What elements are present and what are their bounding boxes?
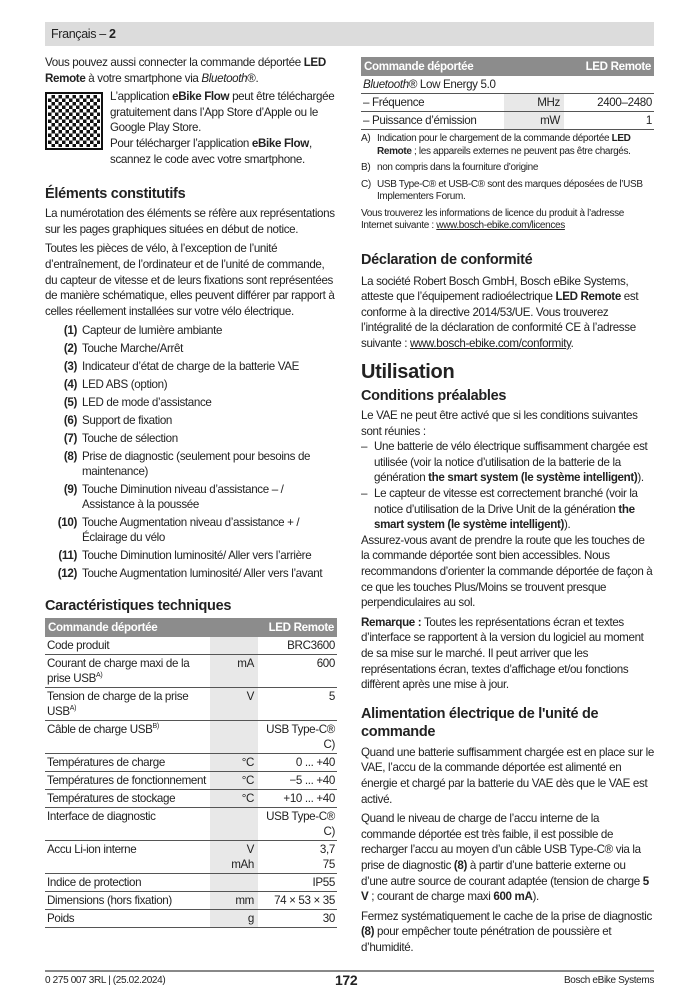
spec-label bbox=[45, 808, 210, 841]
table-header-cell: LED Remote bbox=[258, 618, 337, 637]
link[interactable]: www.bosch-ebike.com/conformity bbox=[410, 336, 571, 350]
component-item bbox=[45, 323, 337, 338]
footnote-key: C) bbox=[361, 178, 371, 190]
intro-text bbox=[45, 55, 337, 86]
table-row bbox=[45, 841, 337, 874]
text-run: ). bbox=[532, 890, 539, 904]
chapter-title: Utilisation bbox=[361, 361, 455, 384]
item-number: (1) bbox=[63, 324, 77, 338]
component-item bbox=[45, 548, 337, 563]
item-number: (3) bbox=[63, 360, 77, 374]
text-run: est conforme à la directive 2014/53/UE. Vous trouverez l’intégralité de la déclaration de conformité CE à l’adresse suivante : bbox=[361, 290, 639, 350]
text-run: ®. bbox=[247, 71, 259, 85]
text-run: LED Remote bbox=[377, 133, 631, 157]
paragraph: Quand une batterie suffisamment chargée est en place sur le VAE, l’accu de la commande déportée est alimenté en énergie et chargé par la batterie du VAE dès que le VAE est activé. bbox=[361, 745, 654, 806]
table-header-cell: LED Remote bbox=[564, 57, 654, 76]
spec-label bbox=[45, 637, 210, 655]
bluetooth-label: Bluetooth bbox=[363, 78, 409, 91]
paragraph: Le VAE ne peut être activé que si les conditions suivantes sont réunies : bbox=[361, 409, 638, 438]
footnotes bbox=[361, 133, 654, 204]
left-column bbox=[45, 55, 337, 928]
footnote-key: A) bbox=[361, 133, 371, 144]
spec-value: 30 bbox=[258, 910, 337, 928]
spec-unit: °C bbox=[210, 790, 258, 808]
text-run: Remarque : bbox=[361, 615, 422, 629]
spec-unit: °C bbox=[210, 772, 258, 790]
text-run: non compris dans la fourniture d’origine bbox=[377, 162, 539, 173]
item-label: Touche Diminution luminosité/ Aller vers l’arrière bbox=[82, 549, 312, 563]
item-label: Touche Augmentation niveau d’assistance + / Éclairage du vélo bbox=[82, 516, 300, 545]
footnote-text bbox=[377, 179, 654, 204]
footnote bbox=[361, 179, 654, 204]
footnote-text bbox=[377, 162, 538, 175]
item-label: Touche Diminution niveau d’assistance – / Assistance à la poussée bbox=[82, 483, 284, 512]
text-run: La société Robert Bosch GmbH, Bosch eBike Systems, atteste que l’équipement radioélectrique bbox=[361, 274, 629, 304]
label: Courant de charge maxi de la prise USB bbox=[47, 657, 190, 686]
item-label: Capteur de lumière ambiante bbox=[82, 324, 223, 338]
spec-label bbox=[45, 655, 210, 688]
text-run: 5 V bbox=[361, 874, 649, 904]
table-row bbox=[45, 892, 337, 910]
item-label: Prise de diagnostic (seulement pour besoins de maintenance) bbox=[82, 450, 311, 479]
text-run: (8) bbox=[453, 858, 468, 872]
note-paragraph bbox=[361, 615, 654, 693]
app-block bbox=[45, 89, 337, 171]
item-number: (9) bbox=[63, 483, 77, 497]
spec-unit: V bbox=[210, 688, 258, 721]
spec-unit: mm bbox=[210, 892, 258, 910]
text-run: , scannez le code avec votre smartphone. bbox=[110, 136, 312, 166]
item-number: (8) bbox=[63, 450, 77, 464]
component-item bbox=[45, 515, 337, 545]
table-row bbox=[45, 874, 337, 892]
text-run: Indication pour le chargement de la commande déportée bbox=[377, 133, 612, 144]
label: Tension de charge de la prise USB bbox=[47, 690, 189, 719]
bluetooth-version: ® Low Energy 5.0 bbox=[408, 78, 496, 91]
spec-unit: mA bbox=[210, 655, 258, 688]
item-number: (7) bbox=[63, 432, 77, 446]
table-header-cell: Commande déportée bbox=[45, 618, 258, 637]
list-item bbox=[361, 439, 654, 486]
text-run: LED Remote bbox=[45, 56, 326, 85]
footnote bbox=[361, 133, 654, 158]
table-row bbox=[45, 721, 337, 754]
spec-unit bbox=[210, 721, 258, 754]
label: Dimensions (hors fixation) bbox=[47, 894, 172, 908]
text-run: à votre smartphone via bbox=[85, 71, 202, 85]
text-run: (8) bbox=[361, 925, 375, 939]
text-run: ). bbox=[637, 471, 644, 485]
spec-unit bbox=[210, 808, 258, 841]
spec-value: 5 bbox=[258, 688, 337, 721]
table-row bbox=[45, 910, 337, 928]
component-item bbox=[45, 395, 337, 410]
document-number: 0 275 007 3RL | (25.02.2024) bbox=[45, 975, 166, 986]
page-number: 172 bbox=[335, 972, 358, 988]
spec-value: 74 × 53 × 35 bbox=[258, 892, 337, 910]
component-item bbox=[45, 413, 337, 428]
spec-unit: V mAh bbox=[210, 841, 258, 874]
table-row bbox=[45, 688, 337, 721]
header-page: 2 bbox=[108, 27, 116, 41]
right-column bbox=[361, 57, 654, 959]
spec-value: USB Type-C® C) bbox=[258, 721, 337, 754]
spec-value: 3,7 75 bbox=[258, 841, 337, 874]
item-number: (12) bbox=[57, 567, 77, 581]
label: Poids bbox=[47, 912, 75, 926]
component-item bbox=[45, 359, 337, 374]
text-run: Bluetooth bbox=[201, 71, 248, 85]
text-run: peut être téléchargée gratuitement dans l’App Store d’Apple ou le Google Play Store. bbox=[110, 90, 335, 135]
footnote-ref: A) bbox=[96, 672, 103, 680]
spec-label bbox=[45, 790, 210, 808]
page-header bbox=[45, 22, 654, 46]
component-item bbox=[45, 377, 337, 392]
text-run: Vous trouverez les informations de licence du produit à l’adresse Internet suivante : bbox=[361, 207, 624, 231]
component-item bbox=[45, 482, 337, 512]
text-run: USB Type-C® et USB-C® sont des marques déposées de l’USB Implementers Forum. bbox=[377, 178, 643, 202]
table-header-cell: Commande déportée bbox=[361, 57, 564, 76]
spec-label bbox=[45, 721, 210, 754]
text-run: ). bbox=[564, 518, 571, 532]
section-title: Éléments constitutifs bbox=[45, 186, 186, 203]
table-row bbox=[45, 655, 337, 688]
paragraph: La numérotation des éléments se réfère aux représentations sur les pages graphiques situées en début de notice. bbox=[45, 207, 335, 236]
link[interactable]: www.bosch-ebike.com/licences bbox=[436, 220, 565, 231]
list-text bbox=[374, 439, 654, 486]
spec-unit: g bbox=[210, 910, 258, 928]
paragraph bbox=[361, 811, 654, 905]
item-label: Support de fixation bbox=[82, 414, 173, 428]
label: Températures de fonctionnement bbox=[47, 774, 206, 788]
table-row bbox=[361, 94, 654, 112]
spec-label bbox=[45, 754, 210, 772]
item-label: Indicateur d’état de charge de la batterie VAE bbox=[82, 360, 299, 374]
spec-value: BRC3600 bbox=[258, 637, 337, 655]
spec-value: 0 ... +40 bbox=[258, 754, 337, 772]
spec-value: 2400–2480 bbox=[564, 94, 654, 112]
spec-value: −5 ... +40 bbox=[258, 772, 337, 790]
spec-value: 600 bbox=[258, 655, 337, 688]
qr-code-icon bbox=[45, 92, 103, 150]
item-number: (10) bbox=[57, 516, 77, 530]
section-title: Conditions préalables bbox=[361, 388, 507, 405]
spec-unit: °C bbox=[210, 754, 258, 772]
spec-label bbox=[45, 874, 210, 892]
footnote-ref: A) bbox=[69, 705, 77, 713]
text-run: ; courant de charge maxi bbox=[368, 890, 494, 904]
paragraph bbox=[361, 274, 654, 352]
spec-label: – Puissance d’émission bbox=[361, 112, 504, 130]
specs-table bbox=[45, 618, 337, 928]
table-row bbox=[45, 772, 337, 790]
spec-unit: MHz bbox=[504, 94, 564, 112]
paragraph: Assurez-vous avant de prendre la route que les touches de la commande déportée sont bien accessibles. Nous recommandons d’orienter la commande déportée de façon à ce que les touches Plus/Moins se trouvent presque perpendiculaires au sol. bbox=[361, 533, 653, 610]
text-run: Le capteur de vitesse est correctement branché (voir la notice d’utilisation de la Drive Unit de la génération bbox=[374, 487, 638, 516]
label: Températures de charge bbox=[47, 756, 165, 770]
item-label: Touche Augmentation luminosité/ Aller vers l’avant bbox=[82, 567, 323, 581]
component-item bbox=[45, 449, 337, 479]
list-text bbox=[374, 486, 654, 533]
label: Indice de protection bbox=[47, 876, 142, 890]
text-run: Fermez systématiquement le cache de la prise de diagnostic bbox=[361, 909, 652, 923]
text-run: à partir d’une batterie externe ou d’une autre source de courant adaptée (tension de charge bbox=[361, 858, 643, 888]
spec-label: – Fréquence bbox=[361, 94, 504, 112]
label: Câble de charge USB bbox=[47, 723, 153, 737]
dash: – bbox=[361, 487, 368, 501]
spec-label bbox=[45, 688, 210, 721]
text-run: the smart system (le système intelligent) bbox=[374, 502, 635, 532]
section-title: Alimentation électrique de l'unité de commande bbox=[361, 705, 599, 740]
footnote-text bbox=[377, 133, 654, 158]
table-row bbox=[45, 808, 337, 841]
text-run: Vous pouvez aussi connecter la commande déportée bbox=[45, 56, 304, 69]
label: Accu Li-ion interne bbox=[47, 843, 137, 857]
list-item bbox=[361, 486, 654, 533]
footnote-ref: B) bbox=[152, 723, 159, 731]
component-item bbox=[45, 431, 337, 446]
spec-value: IP55 bbox=[258, 874, 337, 892]
spec-label bbox=[45, 910, 210, 928]
label: Températures de stockage bbox=[47, 792, 176, 806]
radio-specs-table bbox=[361, 57, 654, 130]
table-row bbox=[361, 76, 654, 94]
components-list bbox=[45, 323, 337, 581]
spec-unit bbox=[210, 874, 258, 892]
table-row bbox=[361, 112, 654, 130]
item-number: (2) bbox=[63, 342, 77, 356]
text-run: eBike Flow bbox=[172, 90, 230, 104]
publisher: Bosch eBike Systems bbox=[563, 975, 654, 986]
text-run: 600 mA bbox=[493, 890, 533, 904]
spec-label bbox=[45, 841, 210, 874]
text-run: LED Remote bbox=[555, 290, 621, 304]
item-label: Touche Marche/Arrêt bbox=[82, 342, 183, 356]
spec-value: USB Type-C® C) bbox=[258, 808, 337, 841]
item-number: (5) bbox=[63, 396, 77, 410]
text-run: Une batterie de vélo électrique suffisamment chargée est utilisée (voir la notice d’utilisation de la batterie de la génération bbox=[374, 440, 648, 485]
section-title: Déclaration de conformité bbox=[361, 251, 533, 268]
item-number: (11) bbox=[58, 549, 77, 563]
text-run: Quand le niveau de charge de l’accu interne de la commande déportée est très faible, il est possible de recharger l’accu au moyen d’un câble USB Type-C® via la prise de diagnostic bbox=[361, 812, 641, 872]
page-footer bbox=[45, 970, 654, 988]
section-title: Caractéristiques techniques bbox=[45, 598, 232, 615]
table-row bbox=[45, 790, 337, 808]
spec-label bbox=[45, 772, 210, 790]
item-number: (4) bbox=[63, 378, 77, 392]
spec-label bbox=[45, 892, 210, 910]
item-number: (6) bbox=[63, 414, 77, 428]
item-label: Touche de sélection bbox=[82, 432, 178, 446]
dash: – bbox=[361, 440, 368, 454]
text-run: . bbox=[570, 336, 574, 350]
label: Code produit bbox=[47, 639, 110, 653]
text-run: L’application bbox=[110, 90, 173, 104]
text-run: ; les appareils externes ne peuvent pas être chargés. bbox=[411, 145, 631, 157]
spec-value: +10 ... +40 bbox=[258, 790, 337, 808]
text-run: the smart system (le système intelligent) bbox=[428, 471, 638, 485]
spec-value: 1 bbox=[564, 112, 654, 130]
spec-unit: mW bbox=[504, 112, 564, 130]
app-scan-text bbox=[110, 136, 337, 167]
footnote bbox=[361, 162, 654, 175]
table-row bbox=[45, 637, 337, 655]
paragraph bbox=[361, 909, 654, 956]
licence-text bbox=[361, 208, 654, 233]
header-language: Français – bbox=[51, 27, 109, 41]
text-run: Pour télécharger l’application bbox=[110, 136, 252, 150]
component-item bbox=[45, 341, 337, 356]
text-run: Toutes les représentations écran et textes d’interface se rapportent à la version du logiciel au moment de sa mise sur le marché. Il peut arriver que les représentations écran, textes d’affichage et/ou fonctions diffèrent après une mise à jour. bbox=[361, 615, 644, 692]
item-label: LED de mode d’assistance bbox=[82, 396, 212, 410]
app-download-text bbox=[110, 89, 337, 136]
label: Interface de diagnostic bbox=[47, 810, 156, 824]
item-label: LED ABS (option) bbox=[82, 378, 168, 392]
component-item bbox=[45, 566, 337, 581]
footnote-key: B) bbox=[361, 162, 371, 173]
spec-unit bbox=[210, 637, 258, 655]
text-run: eBike Flow bbox=[251, 136, 309, 150]
table-row bbox=[45, 754, 337, 772]
paragraph: Toutes les pièces de vélo, à l’exception de l’unité d’entraînement, de l’ordinateur et de l’unité de commande, du capteur de vitesse et de leurs fixations sont représentées de manière schématique, elles peuvent différer par rapport à celles réellement installées sur votre vélo électrique. bbox=[45, 242, 335, 318]
text-run: pour empêcher toute pénétration de poussière et d’humidité. bbox=[361, 925, 612, 954]
